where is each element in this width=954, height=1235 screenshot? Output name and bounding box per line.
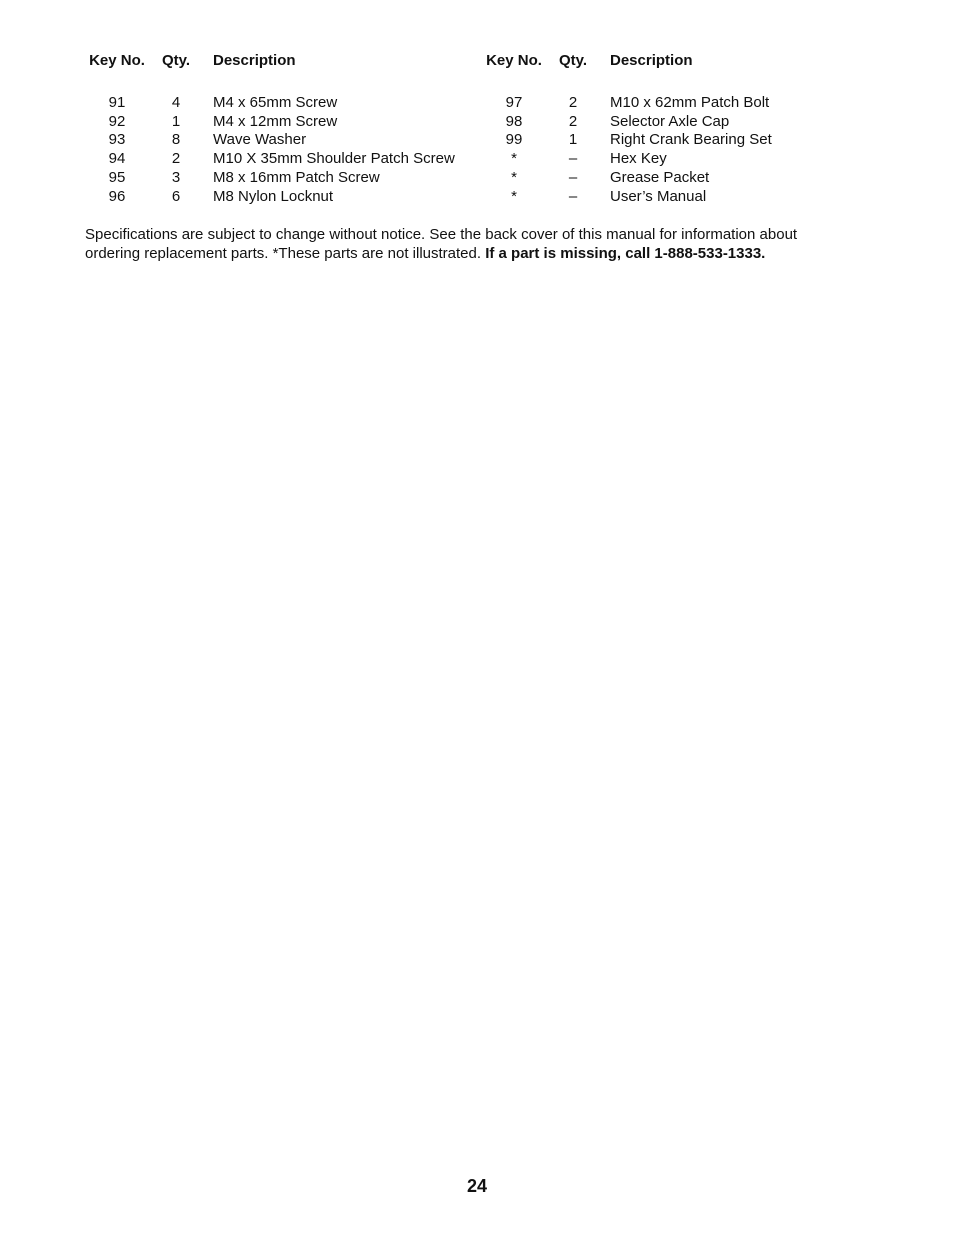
quantity: – xyxy=(568,187,578,205)
key-number: 93 xyxy=(108,131,126,149)
part-description: M4 x 12mm Screw xyxy=(213,112,338,130)
page-number: 24 xyxy=(466,1176,488,1196)
part-description: Hex Key xyxy=(610,150,667,168)
table-header xyxy=(479,52,879,71)
parts-table-left xyxy=(82,52,482,207)
part-description: M10 x 62mm Patch Bolt xyxy=(610,93,770,111)
part-description: User’s Manual xyxy=(610,187,707,205)
header-qty: Qty. xyxy=(161,52,191,69)
key-number: 96 xyxy=(108,187,126,205)
header-description: Description xyxy=(610,52,693,69)
quantity: 1 xyxy=(568,131,578,149)
key-number: 99 xyxy=(505,131,523,149)
quantity: 2 xyxy=(171,150,181,168)
table-row xyxy=(82,113,482,132)
table-row xyxy=(82,169,482,188)
specifications-note xyxy=(85,226,845,263)
table-row xyxy=(479,150,879,169)
header-qty: Qty. xyxy=(558,52,588,69)
table-row xyxy=(82,150,482,169)
header-description: Description xyxy=(213,52,296,69)
key-number: * xyxy=(511,168,517,186)
key-number: 98 xyxy=(505,112,523,130)
header-key-no: Key No. xyxy=(89,52,145,69)
parts-table-right xyxy=(479,52,879,207)
part-description: M10 X 35mm Shoulder Patch Screw xyxy=(213,150,455,168)
quantity: 8 xyxy=(171,131,181,149)
part-description: M4 x 65mm Screw xyxy=(213,93,338,111)
quantity: 3 xyxy=(171,168,181,186)
quantity: 2 xyxy=(568,93,578,111)
table-header xyxy=(82,52,482,71)
part-description: Right Crank Bearing Set xyxy=(610,131,772,149)
key-number: 91 xyxy=(108,93,126,111)
table-row xyxy=(479,169,879,188)
table-row xyxy=(479,131,879,150)
key-number: 92 xyxy=(108,112,126,130)
part-description: Wave Washer xyxy=(213,131,307,149)
table-row xyxy=(82,94,482,113)
table-row xyxy=(82,131,482,150)
quantity: – xyxy=(568,150,578,168)
key-number: 94 xyxy=(108,150,126,168)
quantity: – xyxy=(568,168,578,186)
part-description: Grease Packet xyxy=(610,168,710,186)
table-row xyxy=(479,113,879,132)
quantity: 4 xyxy=(171,93,181,111)
part-description: M8 x 16mm Patch Screw xyxy=(213,168,380,186)
note-line-2: ordering replacement parts. *These parts are not illustrated. xyxy=(85,244,486,262)
part-description: M8 Nylon Locknut xyxy=(213,187,334,205)
key-number: * xyxy=(511,150,517,168)
key-number: * xyxy=(511,187,517,205)
table-row xyxy=(479,94,879,113)
quantity: 2 xyxy=(568,112,578,130)
quantity: 1 xyxy=(171,112,181,130)
key-number: 97 xyxy=(505,93,523,111)
table-row xyxy=(82,188,482,207)
key-number: 95 xyxy=(108,168,126,186)
note-line-1: Specifications are subject to change without notice. See the back cover of this manual for information about xyxy=(85,226,798,243)
missing-part-callout: If a part is missing, call 1-888-533-1333. xyxy=(485,244,766,262)
header-key-no: Key No. xyxy=(486,52,542,69)
part-description: Selector Axle Cap xyxy=(610,112,730,130)
quantity: 6 xyxy=(171,187,181,205)
table-row xyxy=(479,188,879,207)
